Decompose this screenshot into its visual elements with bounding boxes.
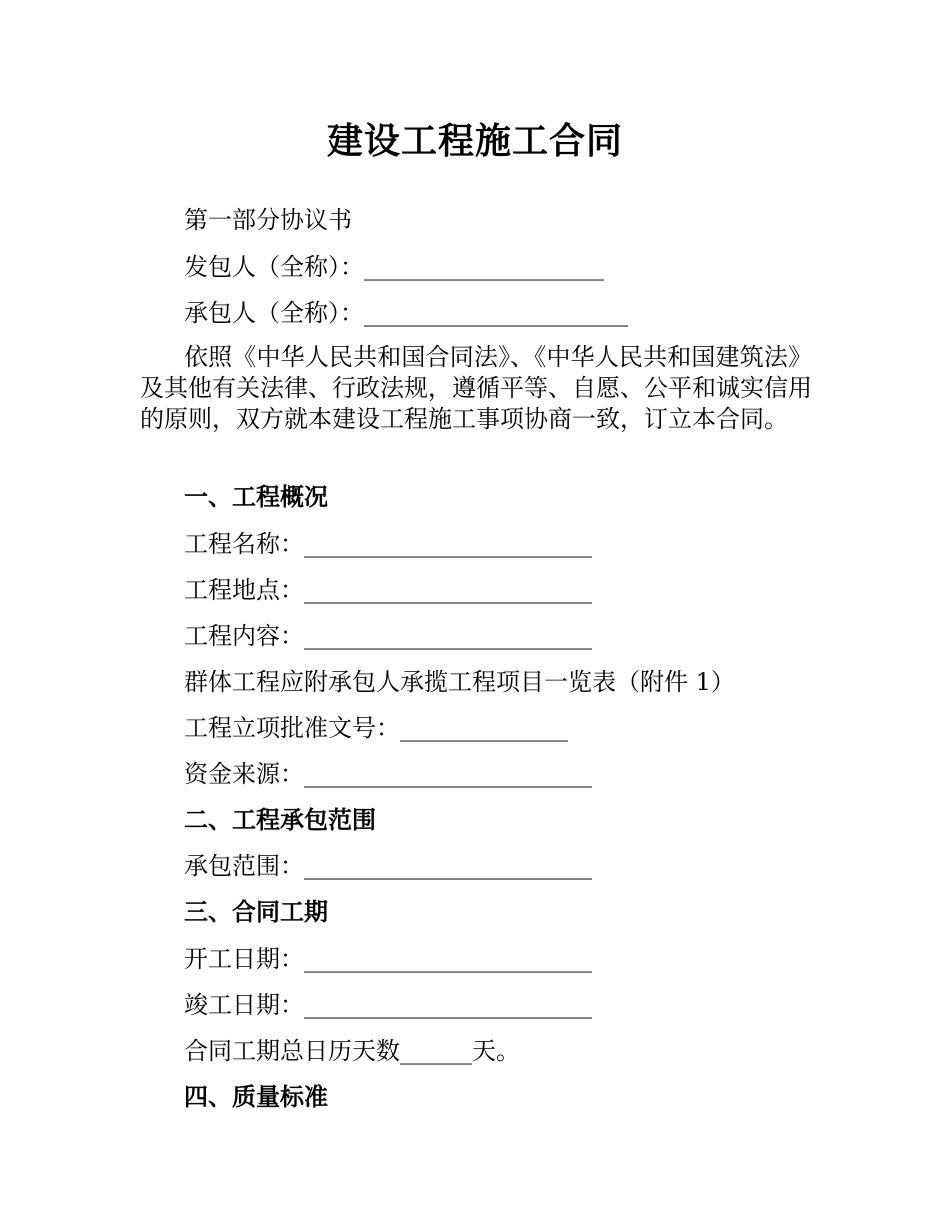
- part-heading: 第一部分协议书: [184, 206, 352, 234]
- funding-source-field: 资金来源：________________________: [184, 760, 592, 788]
- total-days-field: 合同工期总日历天数______天。: [184, 1037, 520, 1065]
- preamble-paragraph: 依照《中华人民共和国合同法》、《中华人民共和国建筑法》及其他有关法律、行政法规，遵循平等、自愿、公平和诚实信用的原则，双方就本建设工程施工事项协商一致，订立本合同。: [140, 343, 812, 433]
- section-3-heading: 三、合同工期: [184, 898, 328, 926]
- section-4-heading: 四、质量标准: [184, 1083, 328, 1111]
- section-2-heading: 二、工程承包范围: [184, 806, 376, 834]
- document-title: 建设工程施工合同: [326, 121, 623, 162]
- group-project-note: 群体工程应附承包人承揽工程项目一览表（附件 1）: [184, 668, 735, 696]
- employer-field: 发包人（全称）：____________________: [184, 253, 604, 281]
- project-location-field: 工程地点：________________________: [184, 576, 592, 604]
- project-content-field: 工程内容：________________________: [184, 622, 592, 650]
- completion-date-field: 竣工日期：________________________: [184, 991, 592, 1019]
- start-date-field: 开工日期：________________________: [184, 945, 592, 973]
- section-1-heading: 一、工程概况: [184, 483, 328, 511]
- project-name-field: 工程名称：________________________: [184, 530, 592, 558]
- contractor-field: 承包人（全称）：______________________: [184, 299, 628, 327]
- contract-scope-field: 承包范围：________________________: [184, 852, 592, 880]
- approval-number-field: 工程立项批准文号：______________: [184, 714, 568, 742]
